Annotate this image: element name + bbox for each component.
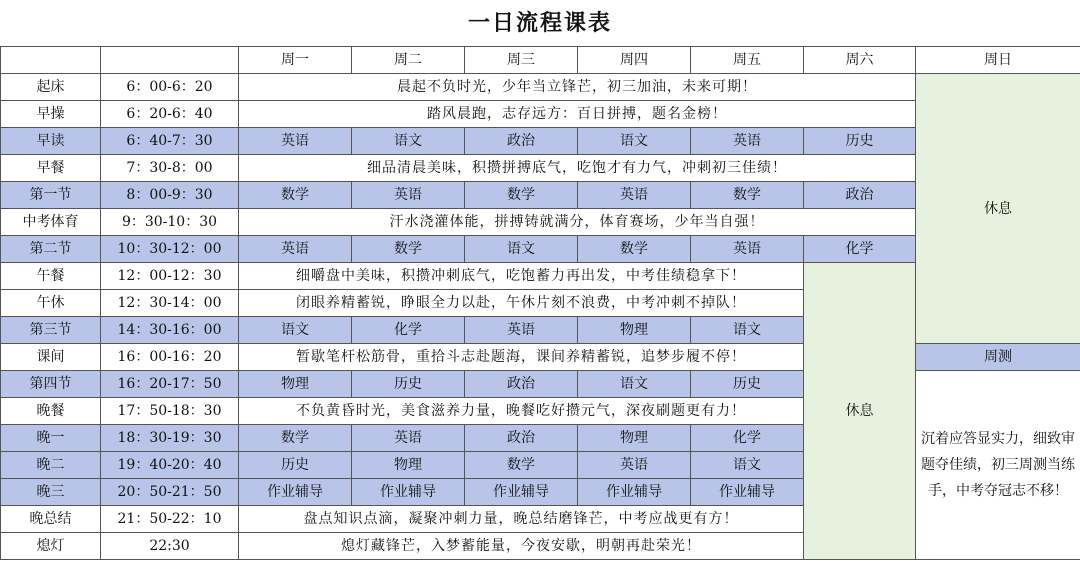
period-time: 17：50-18：30 (101, 398, 239, 425)
subject-cell: 历史 (239, 452, 352, 479)
period-motto: 细嚼盘中美味，积攒冲刺底气，吃饱蓄力再出发，中考佳绩稳拿下！ (239, 263, 804, 290)
schedule-table (0, 46, 1080, 560)
subject-cell: 政治 (804, 182, 916, 209)
subject-cell: 化学 (804, 236, 916, 263)
schedule-row (1, 74, 1080, 101)
page-title: 一日流程课表 (467, 10, 612, 36)
subject-cell: 作业辅导 (465, 479, 578, 506)
period-time: 21：50-22：10 (101, 506, 239, 533)
period-name: 晚三 (1, 479, 101, 506)
subject-cell: 语文 (578, 371, 691, 398)
schedule-row (1, 344, 1080, 371)
period-name: 第三节 (1, 317, 101, 344)
sunday-rest: 休息 (916, 74, 1080, 344)
period-time: 6：20-6：40 (101, 101, 239, 128)
period-time: 6：00-6：20 (101, 74, 239, 101)
subject-cell: 数学 (578, 236, 691, 263)
header-mon: 周一 (239, 47, 352, 74)
period-name: 第一节 (1, 182, 101, 209)
weekly-test-label: 周测 (916, 344, 1080, 371)
period-time: 18：30-19：30 (101, 425, 239, 452)
subject-cell: 数学 (352, 236, 465, 263)
period-name: 熄灯 (1, 533, 101, 560)
period-name: 课间 (1, 344, 101, 371)
period-time: 22:30 (101, 533, 239, 560)
period-time: 20：50-21：50 (101, 479, 239, 506)
subject-cell: 数学 (239, 182, 352, 209)
subject-cell: 英语 (691, 128, 804, 155)
period-time: 6：40-7：30 (101, 128, 239, 155)
subject-cell: 作业辅导 (239, 479, 352, 506)
period-name: 中考体育 (1, 209, 101, 236)
header-time (101, 47, 239, 74)
subject-cell: 英语 (691, 236, 804, 263)
period-name: 早读 (1, 128, 101, 155)
subject-cell: 语文 (352, 128, 465, 155)
period-time: 19：40-20：40 (101, 452, 239, 479)
period-time: 16：20-17：50 (101, 371, 239, 398)
subject-cell: 数学 (465, 182, 578, 209)
period-name: 早餐 (1, 155, 101, 182)
subject-cell: 作业辅导 (691, 479, 804, 506)
subject-cell: 历史 (804, 128, 916, 155)
subject-cell: 数学 (239, 425, 352, 452)
subject-cell: 语文 (239, 317, 352, 344)
period-time: 16：00-16：20 (101, 344, 239, 371)
subject-cell: 语文 (465, 236, 578, 263)
period-time: 14：30-16：00 (101, 317, 239, 344)
subject-cell: 物理 (578, 317, 691, 344)
period-motto: 踏风晨跑，志存远方：百日拼搏，题名金榜！ (239, 101, 916, 128)
subject-cell: 英语 (352, 182, 465, 209)
header-row (1, 47, 1080, 74)
subject-cell: 英语 (239, 128, 352, 155)
header-tue: 周二 (352, 47, 465, 74)
period-time: 7：30-8：00 (101, 155, 239, 182)
subject-cell: 政治 (465, 425, 578, 452)
subject-cell: 英语 (352, 425, 465, 452)
period-time: 12：30-14：00 (101, 290, 239, 317)
period-time: 12：00-12：30 (101, 263, 239, 290)
subject-cell: 历史 (352, 371, 465, 398)
subject-cell: 英语 (239, 236, 352, 263)
subject-cell: 语文 (691, 452, 804, 479)
period-motto: 细品清晨美味，积攒拼搏底气，吃饱才有力气，冲刺初三佳绩！ (239, 155, 916, 182)
subject-cell: 英语 (578, 452, 691, 479)
period-name: 晚二 (1, 452, 101, 479)
header-corner (1, 47, 101, 74)
subject-cell: 数学 (691, 182, 804, 209)
saturday-rest: 休息 (804, 263, 916, 560)
period-motto: 汗水浇灌体能，拼搏铸就满分，体育赛场，少年当自强！ (239, 209, 916, 236)
subject-cell: 作业辅导 (352, 479, 465, 506)
weekly-test-motto: 沉着应答显实力，细致审题夺佳绩，初三周测当练手，中考夺冠志不移！ (916, 371, 1080, 560)
subject-cell: 物理 (578, 425, 691, 452)
header-wed: 周三 (465, 47, 578, 74)
subject-cell: 化学 (691, 425, 804, 452)
period-motto: 闭眼养精蓄锐，睁眼全力以赴，午休片刻不浪费，中考冲刺不掉队！ (239, 290, 804, 317)
subject-cell: 语文 (691, 317, 804, 344)
period-motto: 暂歇笔杆松筋骨，重拾斗志赴题海，课间养精蓄锐，追梦步履不停！ (239, 344, 804, 371)
header-fri: 周五 (691, 47, 804, 74)
period-name: 午休 (1, 290, 101, 317)
period-motto: 晨起不负时光，少年当立锋芒，初三加油，未来可期！ (239, 74, 916, 101)
period-name: 晚餐 (1, 398, 101, 425)
period-name: 起床 (1, 74, 101, 101)
subject-cell: 数学 (465, 452, 578, 479)
header-thu: 周四 (578, 47, 691, 74)
period-time: 8：00-9：30 (101, 182, 239, 209)
period-time: 10：30-12：00 (101, 236, 239, 263)
period-motto: 盘点知识点滴，凝聚冲刺力量，晚总结磨锋芒，中考应战更有方！ (239, 506, 804, 533)
period-name: 午餐 (1, 263, 101, 290)
header-sat: 周六 (804, 47, 916, 74)
subject-cell: 物理 (352, 452, 465, 479)
period-name: 第二节 (1, 236, 101, 263)
period-name: 晚一 (1, 425, 101, 452)
period-motto: 熄灯藏锋芒，入梦蓄能量，今夜安歇，明朝再赴荣光！ (239, 533, 804, 560)
subject-cell: 英语 (578, 182, 691, 209)
header-sun: 周日 (916, 47, 1080, 74)
subject-cell: 语文 (578, 128, 691, 155)
subject-cell: 物理 (239, 371, 352, 398)
period-name: 早操 (1, 101, 101, 128)
period-time: 9：30-10：30 (101, 209, 239, 236)
schedule-row (1, 371, 1080, 398)
subject-cell: 政治 (465, 371, 578, 398)
subject-cell: 英语 (465, 317, 578, 344)
subject-cell: 历史 (691, 371, 804, 398)
period-name: 晚总结 (1, 506, 101, 533)
subject-cell: 化学 (352, 317, 465, 344)
period-motto: 不负黄昏时光，美食滋养力量，晚餐吃好攒元气，深夜刷题更有力！ (239, 398, 804, 425)
period-name: 第四节 (1, 371, 101, 398)
subject-cell: 作业辅导 (578, 479, 691, 506)
subject-cell: 政治 (465, 128, 578, 155)
